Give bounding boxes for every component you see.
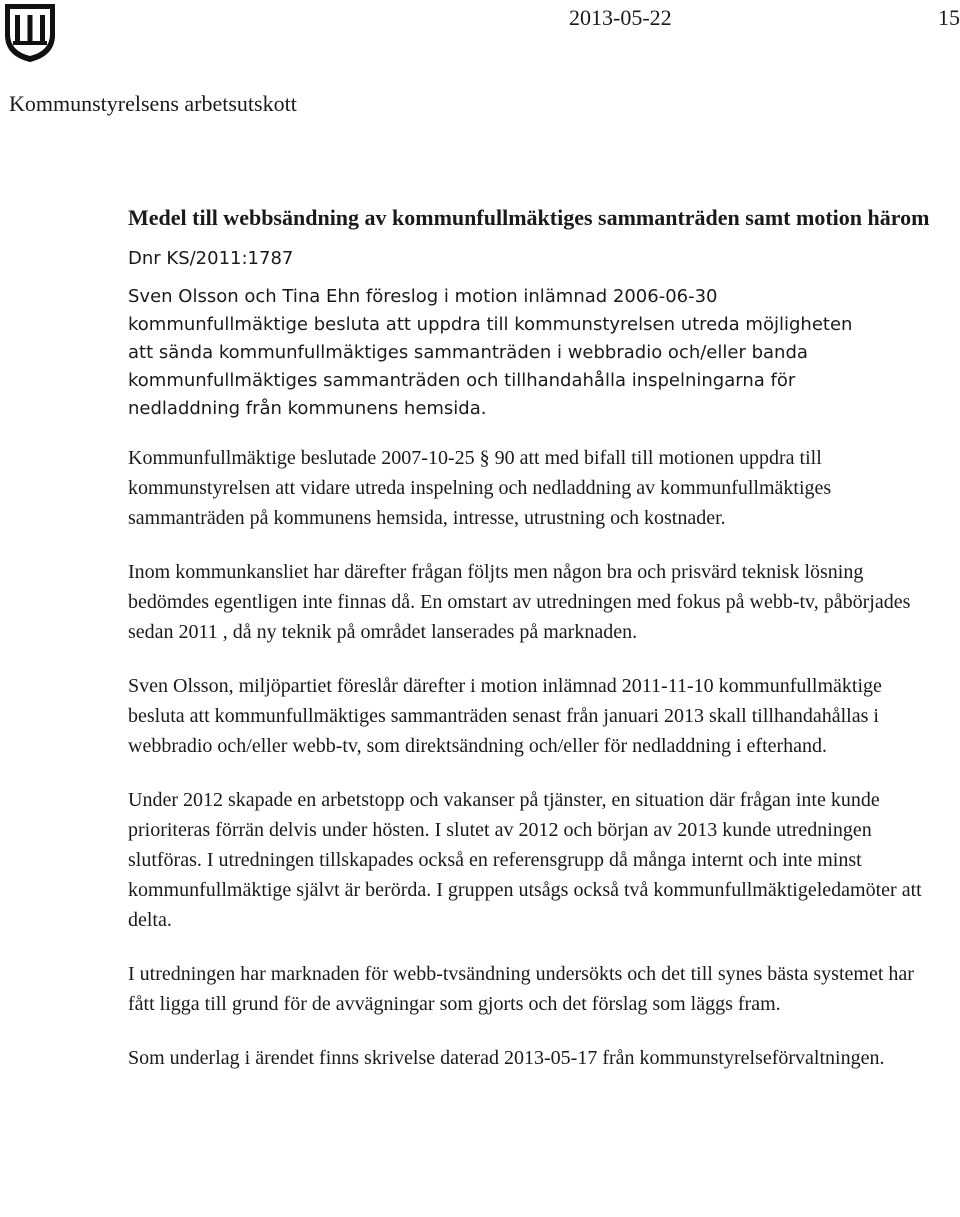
agenda-item <box>128 203 948 1073</box>
paragraph-workload: Under 2012 skapade en arbetstopp och vakanser på tjänster, en situation där frågan inte kunde prioriteras förrän delvis under hösten. I slutet av 2012 och början av 2013 kunde utredningen slutföras. I utredningen tillskapades också en referensgrupp då många internt och inte minst kommunfullmäktige självt är berörda. I gruppen utsågs också två kommunfullmäktigeledamöter att delta. <box>128 789 922 931</box>
intro-paragraph: Sven Olsson och Tina Ehn föreslog i motion inlämnad 2006-06-30 kommunfullmäktige besluta att uppdra till kommunstyrelsen utreda möjligheten att sända kommunfullmäktiges sammanträden i webbradio och/eller banda kommunfullmäktiges sammanträden och tillhandahålla inspelningarna för nedladdning från kommunens hemsida. <box>128 286 853 419</box>
item-title: Medel till webbsändning av kommunfullmäktiges sammanträden samt motion härom <box>128 205 930 230</box>
paragraph-new-motion: Sven Olsson, miljöpartiet föreslår därefter i motion inlämnad 2011-11-10 kommunfullmäktige besluta att kommunfullmäktiges sammanträden senast från januari 2013 skall tillhandahållas i webbradio och/eller webb-tv, som direktsändning och/eller för nedladdning i efterhand. <box>128 675 882 757</box>
paragraph-investigation: Inom kommunkansliet har därefter frågan följts men någon bra och prisvärd teknisk lösning bedömdes egentligen inte finnas då. En omstart av utredningen med fokus på webb-tv, påbörjades sedan 2011 , då ny teknik på området lanserades på marknaden. <box>128 561 911 643</box>
paragraph-decision: Kommunfullmäktige beslutade 2007-10-25 § 90 att med bifall till motionen uppdra till kommunstyrelsen att vidare utreda inspelning och nedladdning av kommunfullmäktiges sammanträden på kommunens hemsida, intresse, utrustning och kostnader. <box>128 447 832 529</box>
paragraph-market: I utredningen har marknaden för webb-tvsändning undersökts och det till synes bästa systemet har fått ligga till grund för de avvägningar som gjorts och det förslag som läggs fram. <box>128 963 914 1015</box>
document-date: 2013-05-22 <box>569 5 672 30</box>
paragraph-basis: Som underlag i ärendet finns skrivelse daterad 2013-05-17 från kommunstyrelseförvaltningen. <box>128 1047 885 1069</box>
page-number: 15 <box>938 5 960 30</box>
committee-name: Kommunstyrelsens arbetsutskott <box>9 91 297 116</box>
diary-number: Dnr KS/2011:1787 <box>128 248 294 269</box>
coat-of-arms-logo <box>4 3 56 63</box>
